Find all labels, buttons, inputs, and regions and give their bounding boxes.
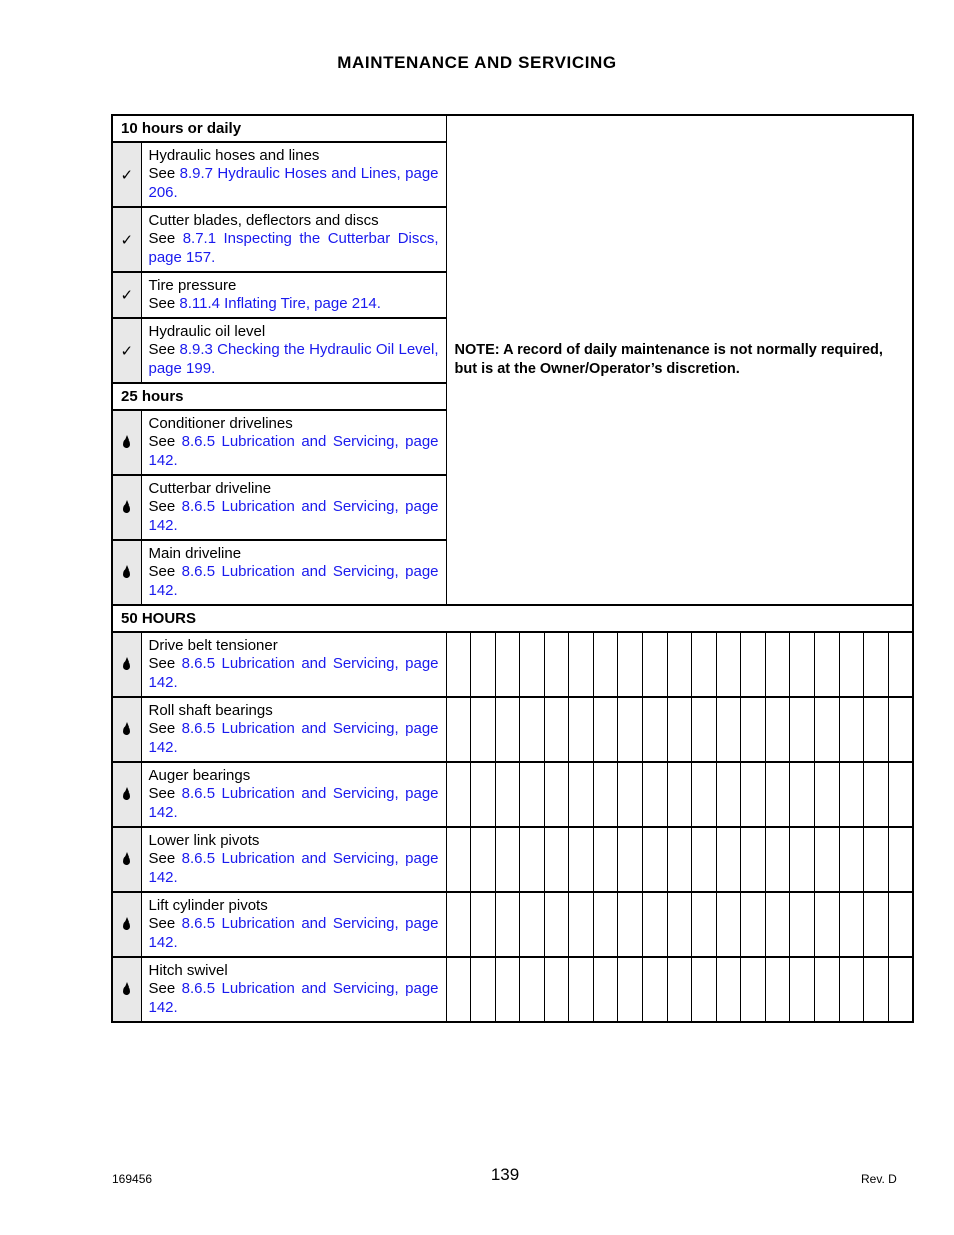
service-record-checkbox[interactable] — [839, 697, 864, 762]
service-record-checkbox[interactable] — [888, 892, 913, 957]
see-label: See — [148, 295, 176, 312]
grease-drop-icon — [123, 504, 130, 513]
service-record-checkbox[interactable] — [618, 957, 643, 1022]
grease-drop-icon — [123, 986, 130, 995]
service-record-checkbox[interactable] — [495, 632, 520, 697]
service-record-checkbox[interactable] — [741, 632, 766, 697]
reference-period: . — [211, 248, 216, 266]
service-record-checkbox[interactable] — [888, 762, 913, 827]
service-record-checkbox[interactable] — [471, 827, 496, 892]
service-record-checkbox[interactable] — [643, 697, 668, 762]
cross-reference-link[interactable]: 8.6.5 Lubrication and Servicing, page 142 — [148, 655, 439, 691]
task-reference — [149, 980, 439, 1017]
task-reference — [149, 165, 439, 202]
reference-period: . — [173, 803, 178, 821]
service-record-checkbox[interactable] — [667, 827, 692, 892]
service-record-checkbox[interactable] — [520, 762, 545, 827]
service-record-checkbox[interactable] — [618, 697, 643, 762]
service-record-checkbox[interactable] — [593, 632, 618, 697]
service-record-checkbox[interactable] — [692, 632, 717, 697]
reference-period: . — [173, 516, 178, 534]
task-symbol-cell — [112, 272, 141, 318]
reference-period: . — [173, 451, 178, 469]
cross-reference-link[interactable]: 8.11.4 Inflating Tire, page 214 — [179, 295, 377, 312]
service-record-checkbox[interactable] — [569, 827, 594, 892]
task-reference — [149, 915, 439, 952]
check-mark-icon: ✓ — [120, 342, 134, 360]
task-symbol-cell — [112, 697, 141, 762]
revision-label: Rev. D — [861, 1172, 897, 1186]
see-label: See — [148, 915, 176, 933]
service-record-checkbox[interactable] — [544, 697, 569, 762]
service-record-checkbox[interactable] — [765, 892, 790, 957]
service-record-checkbox[interactable] — [667, 892, 692, 957]
task-name: Hydraulic oil level — [148, 322, 266, 340]
service-record-checkbox[interactable] — [864, 762, 889, 827]
service-record-checkbox[interactable] — [495, 697, 520, 762]
service-record-checkbox[interactable] — [471, 697, 496, 762]
service-record-checkbox[interactable] — [790, 762, 815, 827]
grease-drop-icon — [123, 726, 130, 735]
reference-period: . — [173, 933, 178, 951]
cross-reference-link[interactable]: 8.6.5 Lubrication and Servicing, page 142 — [148, 498, 439, 534]
task-name: Roll shaft bearings — [148, 701, 273, 719]
service-record-checkbox[interactable] — [716, 697, 741, 762]
service-record-checkbox[interactable] — [667, 762, 692, 827]
service-record-checkbox[interactable] — [446, 697, 471, 762]
task-symbol-cell — [112, 632, 141, 697]
cross-reference-link[interactable]: 8.7.1 Inspecting the Cutterbar Discs, page 157 — [148, 230, 439, 266]
service-record-checkbox[interactable] — [593, 957, 618, 1022]
service-record-checkbox[interactable] — [790, 697, 815, 762]
task-name: Drive belt tensioner — [148, 636, 278, 654]
service-record-checkbox[interactable] — [839, 762, 864, 827]
service-record-checkbox[interactable] — [569, 892, 594, 957]
check-mark-icon: ✓ — [120, 166, 134, 184]
task-row — [112, 762, 913, 827]
service-record-checkbox[interactable] — [716, 892, 741, 957]
reference-period: . — [173, 998, 178, 1016]
service-record-checkbox[interactable] — [495, 892, 520, 957]
service-record-checkbox[interactable] — [716, 632, 741, 697]
task-reference — [149, 655, 439, 692]
see-label: See — [148, 980, 176, 998]
service-record-checkbox[interactable] — [471, 762, 496, 827]
service-record-checkbox[interactable] — [864, 632, 889, 697]
service-record-checkbox[interactable] — [888, 827, 913, 892]
check-mark-icon: ✓ — [120, 287, 134, 304]
section-heading: 25 hours — [112, 383, 446, 410]
service-record-checkbox[interactable] — [667, 697, 692, 762]
service-record-checkbox[interactable] — [569, 632, 594, 697]
reference-period: . — [173, 183, 178, 201]
service-record-checkbox[interactable] — [520, 632, 545, 697]
service-record-checkbox[interactable] — [790, 632, 815, 697]
task-description — [141, 540, 446, 605]
service-record-checkbox[interactable] — [643, 957, 668, 1022]
cross-reference-link[interactable]: 8.6.5 Lubrication and Servicing, page 142 — [148, 850, 439, 886]
service-record-checkbox[interactable] — [471, 957, 496, 1022]
service-record-checkbox[interactable] — [692, 892, 717, 957]
service-record-checkbox[interactable] — [765, 697, 790, 762]
grease-drop-icon — [123, 569, 130, 578]
reference-period: . — [173, 868, 178, 886]
cross-reference-link[interactable]: 8.6.5 Lubrication and Servicing, page 142 — [148, 785, 439, 821]
service-record-checkbox[interactable] — [520, 697, 545, 762]
service-record-checkbox[interactable] — [692, 957, 717, 1022]
task-reference — [149, 498, 439, 535]
service-record-checkbox[interactable] — [446, 892, 471, 957]
service-record-checkbox[interactable] — [692, 762, 717, 827]
task-reference — [149, 720, 439, 757]
task-name: Tire pressure — [148, 276, 237, 294]
service-record-checkbox[interactable] — [790, 827, 815, 892]
service-record-checkbox[interactable] — [569, 762, 594, 827]
see-label: See — [148, 785, 176, 803]
service-record-checkbox[interactable] — [667, 957, 692, 1022]
service-record-checkbox[interactable] — [716, 957, 741, 1022]
task-name: Cutter blades, deflectors and discs — [148, 211, 379, 229]
task-symbol-cell — [112, 410, 141, 475]
service-record-checkbox[interactable] — [765, 957, 790, 1022]
task-name: Auger bearings — [148, 766, 251, 784]
service-record-checkbox[interactable] — [814, 827, 839, 892]
service-record-checkbox[interactable] — [790, 957, 815, 1022]
task-reference — [149, 785, 439, 822]
see-label: See — [148, 563, 176, 581]
service-record-checkbox[interactable] — [520, 957, 545, 1022]
task-name: Lift cylinder pivots — [148, 896, 268, 914]
task-reference — [149, 295, 439, 314]
service-record-checkbox[interactable] — [741, 827, 766, 892]
service-record-checkbox[interactable] — [471, 632, 496, 697]
check-mark-icon: ✓ — [120, 231, 134, 249]
service-record-checkbox[interactable] — [520, 892, 545, 957]
grease-drop-icon — [123, 791, 130, 800]
service-record-checkbox[interactable] — [544, 957, 569, 1022]
service-record-checkbox[interactable] — [618, 632, 643, 697]
service-record-checkbox[interactable] — [544, 762, 569, 827]
service-record-checkbox[interactable] — [888, 957, 913, 1022]
service-record-checkbox[interactable] — [593, 697, 618, 762]
service-record-checkbox[interactable] — [446, 762, 471, 827]
document-number: 169456 — [112, 1172, 153, 1186]
reference-period: . — [211, 359, 216, 377]
task-reference — [149, 563, 439, 600]
task-symbol-cell — [112, 540, 141, 605]
service-record-checkbox[interactable] — [495, 762, 520, 827]
task-description — [141, 762, 446, 827]
see-label: See — [148, 655, 176, 673]
service-record-checkbox[interactable] — [495, 957, 520, 1022]
service-record-checkbox[interactable] — [741, 892, 766, 957]
section-header-row — [112, 605, 913, 632]
service-record-checkbox[interactable] — [864, 827, 889, 892]
service-record-checkbox[interactable] — [667, 632, 692, 697]
service-record-checkbox[interactable] — [643, 892, 668, 957]
task-reference — [149, 341, 439, 378]
task-symbol-cell — [112, 475, 141, 540]
reference-period: . — [173, 673, 178, 691]
maintenance-schedule-table — [111, 114, 914, 1023]
cross-reference-link[interactable]: 8.6.5 Lubrication and Servicing, page 142 — [148, 433, 439, 469]
task-symbol-cell — [112, 762, 141, 827]
daily-maintenance-note: NOTE: A record of daily maintenance is not normally required, but is at the Owner/Operator’s discretion. — [446, 115, 913, 605]
service-record-checkbox[interactable] — [814, 632, 839, 697]
service-record-checkbox[interactable] — [643, 762, 668, 827]
service-record-checkbox[interactable] — [593, 762, 618, 827]
cross-reference-link[interactable]: 8.6.5 Lubrication and Servicing, page 142 — [148, 915, 439, 951]
task-symbol-cell — [112, 892, 141, 957]
task-symbol-cell — [112, 318, 141, 383]
task-description — [141, 207, 446, 272]
task-name: Lower link pivots — [148, 831, 260, 849]
grease-drop-icon — [123, 661, 130, 670]
task-description — [141, 892, 446, 957]
cross-reference-link[interactable]: 8.9.7 Hydraulic Hoses and Lines, page 206 — [148, 165, 439, 201]
see-label: See — [148, 341, 176, 359]
task-description — [141, 957, 446, 1022]
service-record-checkbox[interactable] — [569, 957, 594, 1022]
cross-reference-link[interactable]: 8.6.5 Lubrication and Servicing, page 142 — [148, 563, 439, 599]
reference-period: . — [173, 738, 178, 756]
task-symbol-cell — [112, 827, 141, 892]
service-record-checkbox[interactable] — [814, 892, 839, 957]
grease-drop-icon — [123, 856, 130, 865]
task-row — [112, 957, 913, 1022]
section-header-row — [112, 115, 913, 142]
service-record-checkbox[interactable] — [839, 892, 864, 957]
service-record-checkbox[interactable] — [520, 827, 545, 892]
service-record-checkbox[interactable] — [814, 957, 839, 1022]
service-record-checkbox[interactable] — [446, 827, 471, 892]
task-row — [112, 632, 913, 697]
task-description — [141, 318, 446, 383]
task-name: Hitch swivel — [148, 961, 228, 979]
service-record-checkbox[interactable] — [864, 957, 889, 1022]
section-heading: 10 hours or daily — [112, 115, 446, 142]
task-reference — [149, 230, 439, 267]
service-record-checkbox[interactable] — [864, 892, 889, 957]
cross-reference-link[interactable]: 8.6.5 Lubrication and Servicing, page 142 — [148, 980, 439, 1016]
service-record-checkbox[interactable] — [446, 632, 471, 697]
reference-period: . — [376, 295, 381, 312]
service-record-checkbox[interactable] — [618, 827, 643, 892]
service-record-checkbox[interactable] — [643, 632, 668, 697]
task-row — [112, 697, 913, 762]
task-description — [141, 827, 446, 892]
task-name: Cutterbar driveline — [148, 479, 272, 497]
see-label: See — [148, 433, 176, 451]
grease-drop-icon — [123, 439, 130, 448]
service-record-checkbox[interactable] — [765, 827, 790, 892]
service-record-checkbox[interactable] — [790, 892, 815, 957]
service-record-checkbox[interactable] — [716, 827, 741, 892]
service-record-checkbox[interactable] — [765, 632, 790, 697]
task-reference — [149, 433, 439, 470]
cross-reference-link[interactable]: 8.6.5 Lubrication and Servicing, page 142 — [148, 720, 439, 756]
service-record-checkbox[interactable] — [839, 632, 864, 697]
service-record-checkbox[interactable] — [569, 697, 594, 762]
service-record-checkbox[interactable] — [618, 892, 643, 957]
service-record-checkbox[interactable] — [544, 827, 569, 892]
task-reference — [149, 850, 439, 887]
see-label: See — [148, 720, 176, 738]
service-record-checkbox[interactable] — [888, 632, 913, 697]
service-record-checkbox[interactable] — [471, 892, 496, 957]
task-description — [141, 410, 446, 475]
service-record-checkbox[interactable] — [618, 762, 643, 827]
see-label: See — [148, 498, 176, 516]
task-row — [112, 892, 913, 957]
task-name: Main driveline — [148, 544, 242, 562]
service-record-checkbox[interactable] — [888, 697, 913, 762]
task-description — [141, 697, 446, 762]
service-record-checkbox[interactable] — [864, 697, 889, 762]
task-description — [141, 475, 446, 540]
task-symbol-cell — [112, 207, 141, 272]
service-record-checkbox[interactable] — [814, 762, 839, 827]
task-name: Hydraulic hoses and lines — [148, 146, 320, 164]
service-record-checkbox[interactable] — [692, 697, 717, 762]
section-heading: 50 HOURS — [112, 605, 913, 632]
service-record-checkbox[interactable] — [643, 827, 668, 892]
task-symbol-cell — [112, 957, 141, 1022]
service-record-checkbox[interactable] — [692, 827, 717, 892]
task-symbol-cell — [112, 142, 141, 207]
cross-reference-link[interactable]: 8.9.3 Checking the Hydraulic Oil Level, page 199 — [148, 341, 439, 377]
service-record-checkbox[interactable] — [741, 957, 766, 1022]
see-label: See — [148, 165, 176, 183]
task-description — [141, 272, 446, 318]
service-record-checkbox[interactable] — [593, 827, 618, 892]
reference-period: . — [173, 581, 178, 599]
service-record-checkbox[interactable] — [741, 762, 766, 827]
see-label: See — [148, 230, 176, 248]
service-record-checkbox[interactable] — [839, 957, 864, 1022]
task-row — [112, 827, 913, 892]
grease-drop-icon — [123, 921, 130, 930]
service-record-checkbox[interactable] — [495, 827, 520, 892]
see-label: See — [148, 850, 176, 868]
task-description — [141, 142, 446, 207]
task-name: Conditioner drivelines — [148, 414, 293, 432]
service-record-checkbox[interactable] — [839, 827, 864, 892]
service-record-checkbox[interactable] — [544, 892, 569, 957]
service-record-checkbox[interactable] — [814, 697, 839, 762]
page-number: 139 — [490, 1165, 520, 1184]
service-record-checkbox[interactable] — [741, 697, 766, 762]
service-record-checkbox[interactable] — [593, 892, 618, 957]
page-title: MAINTENANCE AND SERVICING — [337, 53, 617, 72]
service-record-checkbox[interactable] — [446, 957, 471, 1022]
task-description — [141, 632, 446, 697]
service-record-checkbox[interactable] — [765, 762, 790, 827]
service-record-checkbox[interactable] — [544, 632, 569, 697]
service-record-checkbox[interactable] — [716, 762, 741, 827]
